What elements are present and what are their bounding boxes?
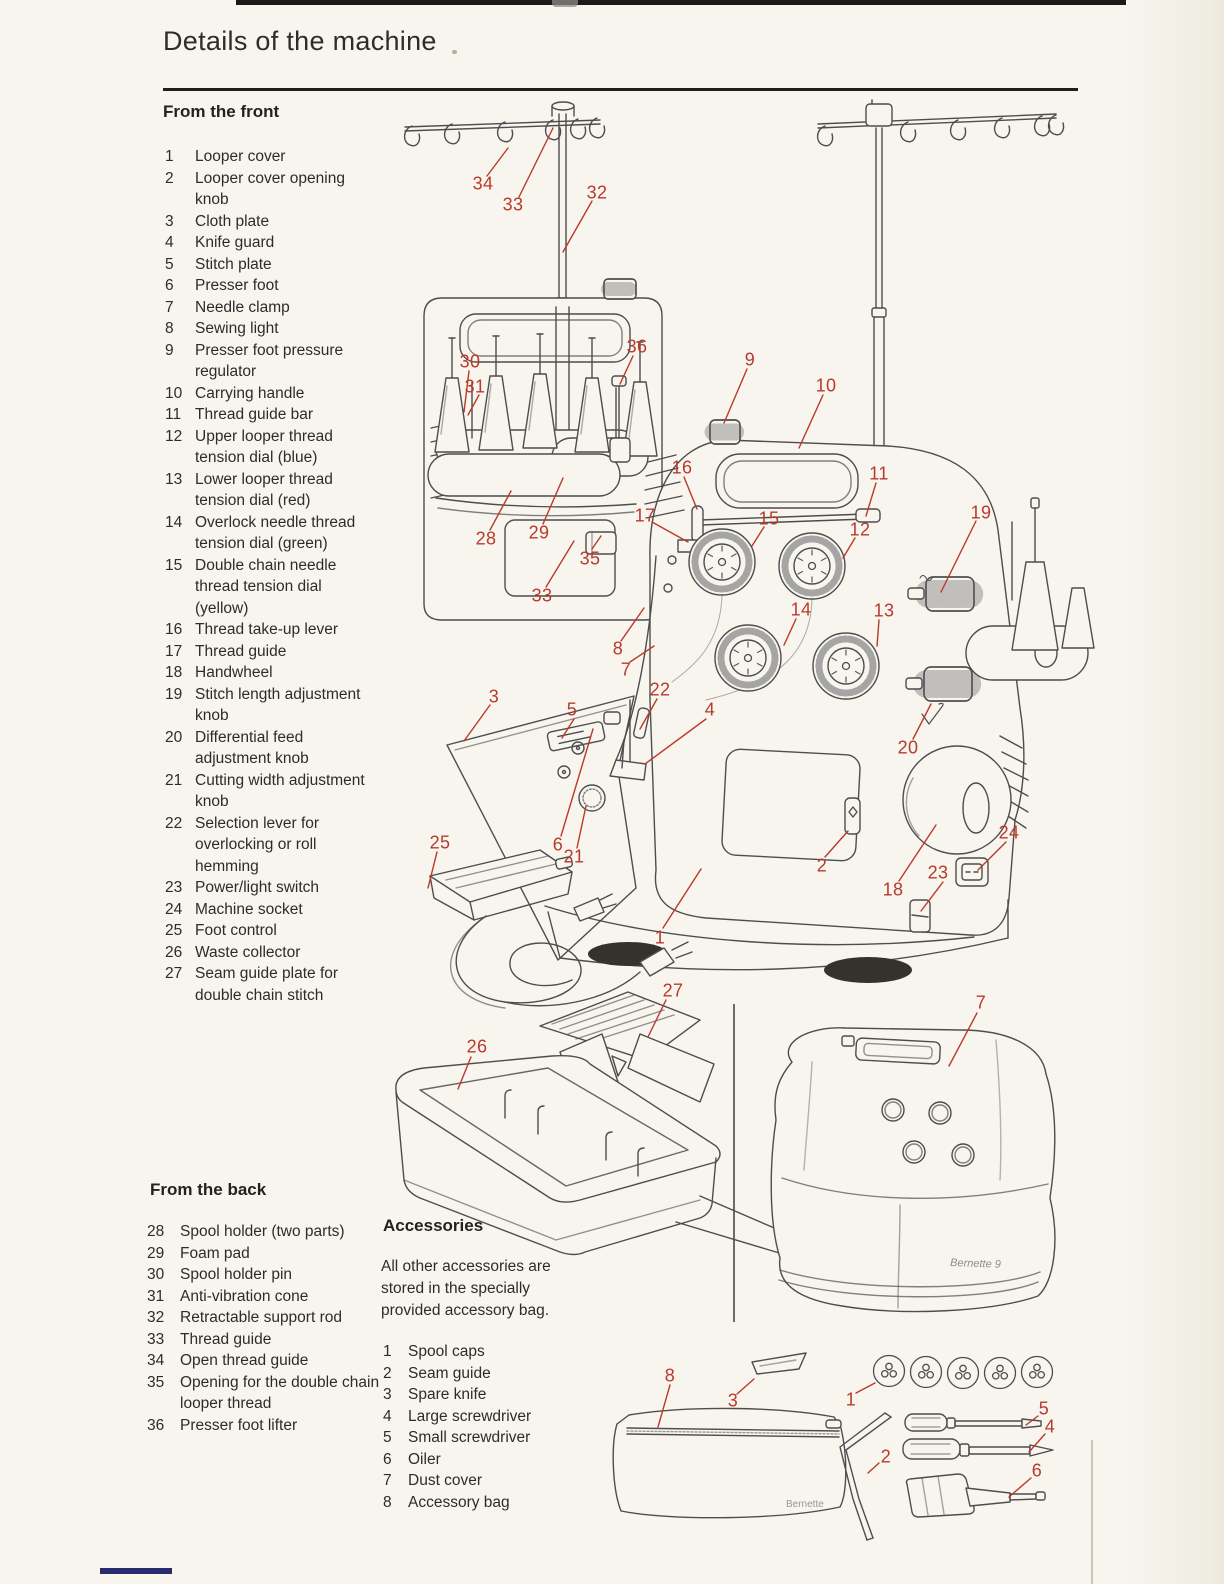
callout-number-11: 11 [869, 463, 889, 484]
item-number: 23 [165, 879, 183, 896]
item-number: 27 [165, 965, 183, 982]
item-number: 31 [147, 1287, 165, 1305]
callout-number-16: 16 [671, 457, 693, 478]
section-heading-back: From the back [150, 1180, 267, 1199]
item-label: Spare knife [408, 1386, 487, 1403]
item-label: Dust cover [408, 1472, 483, 1489]
item-number: 6 [383, 1450, 392, 1468]
callout-number-8-bag: 8 [664, 1365, 676, 1386]
item-number: 3 [383, 1386, 392, 1403]
item-number: 9 [165, 341, 174, 359]
item-number: 4 [165, 234, 174, 251]
item-number: 29 [147, 1244, 165, 1262]
callout-number-4-large-screwdriver: 4 [1044, 1416, 1056, 1437]
callout-number-2: 2 [816, 855, 828, 876]
item-label: Spool caps [408, 1343, 485, 1360]
callout-number-32: 32 [586, 182, 608, 203]
section-heading-accessories: Accessories [383, 1216, 484, 1235]
bag-brand-label: Bernette [786, 1499, 824, 1510]
item-label: Overlock needle thread tension dial (green) [195, 513, 356, 552]
item-label: Thread guide bar [195, 406, 314, 423]
callout-number-4: 4 [704, 699, 716, 720]
accessories-note: All other accessories are stored in the specially provided accessory bag. [381, 1258, 551, 1319]
item-number: 35 [147, 1373, 165, 1391]
item-label: Needle clamp [195, 298, 290, 316]
accessory-kit-drawing [613, 1353, 1056, 1540]
item-number: 12 [165, 427, 183, 445]
item-number: 7 [165, 298, 174, 316]
item-number: 3 [165, 212, 174, 230]
callout-number-14: 14 [790, 599, 812, 620]
item-number: 36 [147, 1416, 165, 1434]
item-label: Seam guide plate for double chain stitch [195, 965, 339, 1004]
callout-number-7-dust-cover: 7 [975, 992, 987, 1013]
item-number: 22 [165, 814, 183, 832]
item-number: 15 [165, 556, 183, 574]
item-label: Small screwdriver [408, 1429, 531, 1446]
item-number: 24 [165, 900, 183, 918]
callout-number-12: 12 [849, 519, 871, 540]
callout-number-20: 20 [897, 737, 919, 758]
item-number: 8 [383, 1493, 392, 1511]
item-number: 2 [383, 1364, 392, 1382]
oiler-drawing [906, 1474, 1045, 1517]
callout-number-3-knife: 3 [727, 1390, 739, 1411]
callout-number-7: 7 [620, 659, 632, 680]
callout-number-28: 28 [475, 528, 497, 549]
item-label: Accessory bag [408, 1493, 510, 1511]
item-label: Looper cover [195, 148, 286, 165]
callout-number-5: 5 [566, 699, 578, 720]
item-number: 25 [165, 922, 183, 939]
seam-guide-drawing [840, 1413, 891, 1540]
item-label: Differential feed adjustment knob [195, 728, 309, 767]
item-label: Double chain needle thread tension dial (yellow) [195, 556, 337, 617]
item-number: 6 [165, 277, 174, 294]
callout-number-34: 34 [472, 173, 494, 194]
item-number: 5 [165, 255, 174, 273]
item-label: Retractable support rod [180, 1309, 342, 1326]
callout-number-35: 35 [579, 548, 601, 569]
item-number: 30 [147, 1266, 165, 1283]
item-label: Knife guard [195, 234, 275, 251]
item-number: 19 [165, 685, 183, 703]
callout-number-23: 23 [927, 862, 949, 883]
item-label: Thread guide [180, 1330, 272, 1348]
item-number: 1 [165, 148, 174, 165]
callout-number-8: 8 [612, 638, 624, 659]
item-label: Cloth plate [195, 212, 270, 230]
callout-number-15: 15 [758, 508, 780, 529]
item-label: Open thread guide [180, 1352, 309, 1369]
item-label: Upper looper thread tension dial (blue) [195, 427, 333, 466]
item-label: Thread guide [195, 642, 287, 660]
item-number: 26 [165, 943, 183, 961]
item-label: Lower looper thread tension dial (red) [195, 470, 333, 509]
item-number: 14 [165, 513, 183, 531]
item-label: Oiler [408, 1450, 441, 1468]
callout-number-1-caps: 1 [845, 1389, 857, 1410]
item-number: 18 [165, 664, 183, 681]
item-label: Waste collector [195, 943, 301, 961]
callout-number-30: 30 [459, 351, 481, 372]
callout-number-31: 31 [464, 376, 486, 397]
callout-number-5-small-screwdriver: 5 [1038, 1398, 1050, 1419]
callout-number-17: 17 [634, 505, 656, 526]
callout-number-27: 27 [662, 980, 684, 1001]
large-screwdriver-drawing [903, 1439, 1053, 1459]
callout-number-13: 13 [873, 600, 895, 621]
dust-cover-brand-label: Bernette 9 [949, 1257, 1002, 1271]
item-label: Thread take-up lever [195, 621, 339, 638]
item-number: 8 [165, 320, 174, 337]
item-label: Carrying handle [195, 384, 305, 402]
waste-collector-drawing [396, 1056, 830, 1264]
item-number: 7 [383, 1472, 392, 1489]
item-number: 28 [147, 1223, 165, 1240]
item-label: Seam guide [408, 1364, 491, 1382]
item-label: Presser foot lifter [180, 1416, 298, 1434]
item-number: 17 [165, 642, 183, 660]
item-label: Foot control [195, 922, 277, 939]
callout-number-1: 1 [654, 927, 666, 948]
item-number: 33 [147, 1330, 165, 1348]
item-label: Selection lever for overlocking or roll hemming [195, 814, 320, 875]
item-number: 11 [165, 406, 182, 423]
dust-cover-drawing [771, 1028, 1055, 1312]
callout-number-19: 19 [970, 502, 992, 523]
item-label: Presser foot pressure regulator [195, 341, 344, 380]
item-label: Looper cover opening knob [195, 169, 345, 208]
item-label: Foam pad [180, 1244, 250, 1262]
item-label: Power/light switch [195, 879, 320, 896]
callout-number-22: 22 [649, 679, 671, 700]
item-label: Large screwdriver [408, 1407, 532, 1425]
item-number: 4 [383, 1407, 392, 1425]
callout-number-29: 29 [528, 522, 550, 543]
callout-number-25: 25 [429, 832, 451, 853]
item-label: Machine socket [195, 900, 303, 918]
item-number: 20 [165, 728, 183, 746]
item-label: Cutting width adjustment knob [195, 771, 365, 810]
callout-number-3: 3 [488, 686, 500, 707]
callout-number-6-oiler: 6 [1031, 1460, 1043, 1481]
small-screwdriver-drawing [905, 1414, 1041, 1431]
item-number: 16 [165, 621, 183, 638]
callout-number-10: 10 [815, 375, 837, 396]
item-number: 2 [165, 169, 174, 187]
item-label: Handwheel [195, 664, 273, 681]
item-label: Opening for the double chain looper thread [180, 1373, 380, 1412]
item-label: Sewing light [195, 320, 279, 337]
item-number: 1 [383, 1343, 392, 1360]
item-number: 5 [383, 1429, 392, 1446]
item-label: Anti-vibration cone [180, 1287, 309, 1305]
callout-number-2-seam-guide: 2 [880, 1446, 892, 1467]
callout-number-6: 6 [552, 834, 564, 855]
item-number: 34 [147, 1352, 165, 1369]
item-label: Stitch length adjustment knob [195, 685, 361, 724]
callout-number-33: 33 [502, 194, 524, 215]
item-label: Stitch plate [195, 255, 272, 273]
callout-number-33b: 33 [531, 585, 553, 606]
item-label: Spool holder pin [180, 1266, 293, 1283]
item-label: Spool holder (two parts) [180, 1223, 345, 1240]
spool-caps-drawing [874, 1356, 1053, 1389]
callout-number-21: 21 [563, 846, 585, 867]
page-title: Details of the machine [163, 26, 437, 56]
callout-number-26: 26 [466, 1036, 488, 1057]
callout-number-24: 24 [998, 822, 1020, 843]
callout-number-9: 9 [744, 349, 756, 370]
item-number: 32 [147, 1309, 165, 1326]
item-number: 21 [165, 771, 183, 789]
callout-number-18: 18 [882, 879, 904, 900]
section-heading-front: From the front [163, 102, 280, 121]
item-number: 13 [165, 470, 183, 488]
item-label: Presser foot [195, 277, 279, 294]
item-number: 10 [165, 384, 183, 402]
callout-number-36: 36 [626, 336, 648, 357]
